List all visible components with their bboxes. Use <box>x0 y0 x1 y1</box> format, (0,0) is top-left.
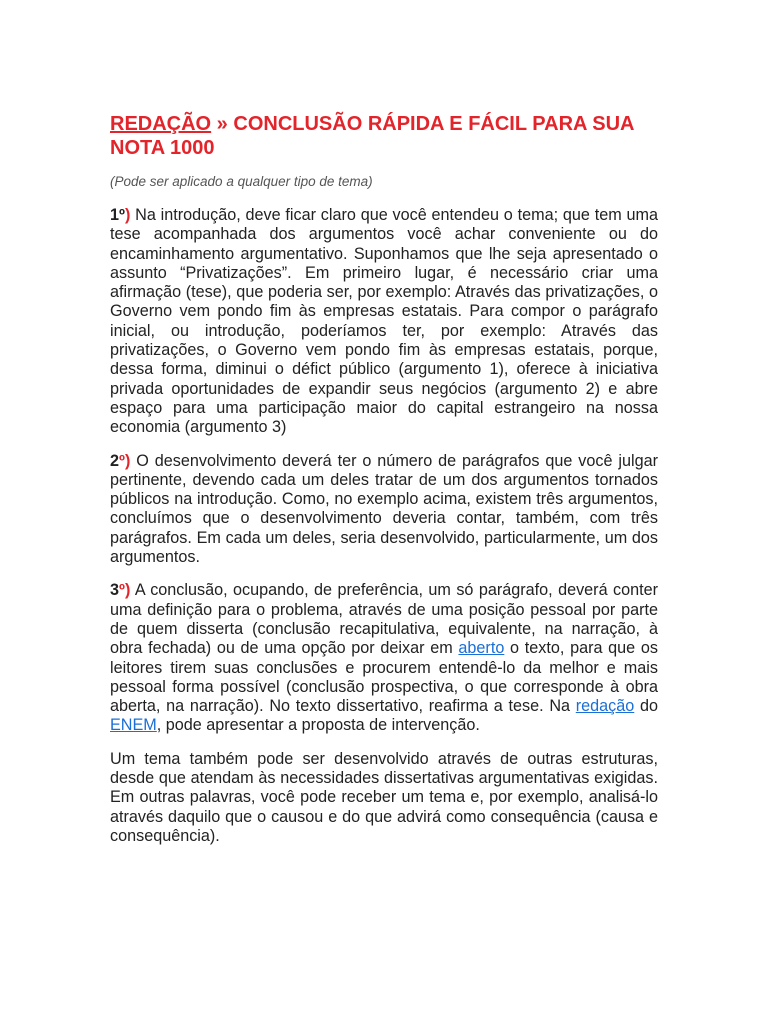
title-text: CONCLUSÃO RÁPIDA E FÁCIL PARA SUA NOTA 1000 <box>110 113 634 159</box>
breadcrumb-separator: » <box>211 113 234 135</box>
paragraph-text: A conclusão, ocupando, de preferência, um só parágrafo, deverá conter uma definição para o problema, através de uma posição pessoal por parte de quem disserta (conclusão recapitulativa, equivalente, na narração, à obra fechada) ou de uma opção por deixar em <box>110 581 658 658</box>
paragraph-text: , pode apresentar a proposta de intervenção. <box>156 716 480 735</box>
page-subtitle: (Pode ser aplicado a qualquer tipo de tema) <box>110 174 373 189</box>
paragraph-introducao <box>110 206 658 438</box>
enem-link[interactable]: ENEM <box>110 716 157 735</box>
paragraph-number: 2º) <box>110 451 131 470</box>
aberto-link[interactable]: aberto <box>458 639 505 658</box>
paragraph-text: o texto, para que os leitores tirem suas conclusões e procurem entendê-lo da melhor e mais pessoal forma possível (conclusão prospectiva, o que corresponde à obra aberta, na narração). No texto dissertativo, reafirma a tese. Na <box>110 639 659 716</box>
redacao-link[interactable]: redação <box>575 697 635 716</box>
paragraph-outras-estruturas: Um tema também pode ser desenvolvido através de outras estruturas, desde que atendam às necessidades dissertativas argumentativas exigidas. Em outras palavras, você pode receber um tema e, por exemplo, analisá-lo através daquilo que o causou e do que advirá como consequência (causa e consequência). <box>110 749 658 845</box>
paragraph-number: 3º) <box>110 581 131 600</box>
document-page <box>110 112 658 860</box>
paragraph-desenvolvimento <box>110 452 658 568</box>
paragraph-number: 1º) <box>110 206 131 224</box>
paragraph-conclusao <box>110 581 658 735</box>
paragraph-text: O desenvolvimento deverá ter o número de parágrafos que você julgar pertinente, devendo cada um deles tratar de um dos argumentos tornados públicos na introdução. Como, no exemplo acima, existem três argumentos, concluímos que o desenvolvimento deveria contar, também, com três parágrafos. Em cada um deles, seria desenvolvido, particularmente, um dos argumentos. <box>110 451 658 567</box>
page-title <box>110 112 658 160</box>
paragraph-text: Na introdução, deve ficar claro que você entendeu o tema; que tem uma tese acompanhada dos argumentos você achar conveniente ou do encaminhamento argumentativo. Suponhamos que lhe seja apresentado o assunto “Privatizações”. Em primeiro lugar, é necessário criar uma afirmação (tese), que poderia ser, por exemplo: Através das privatizações, o Governo vem pondo fim às empresas estatais. Para compor o parágrafo inicial, ou introdução, poderíamos ter, por exemplo: Através das privatizações, o Governo vem pondo fim às empresas estatais, porque, dessa forma, diminui o défict público (argumento 1), oferece à iniciativa privada oportunidades de expandir seus negócios (argumento 2) e abre espaço para uma participação maior do capital estrangeiro na nossa economia (argumento 3) <box>110 206 658 437</box>
paragraph-text: do <box>634 697 658 716</box>
redacao-category-link[interactable]: REDAÇÃO <box>110 113 212 135</box>
